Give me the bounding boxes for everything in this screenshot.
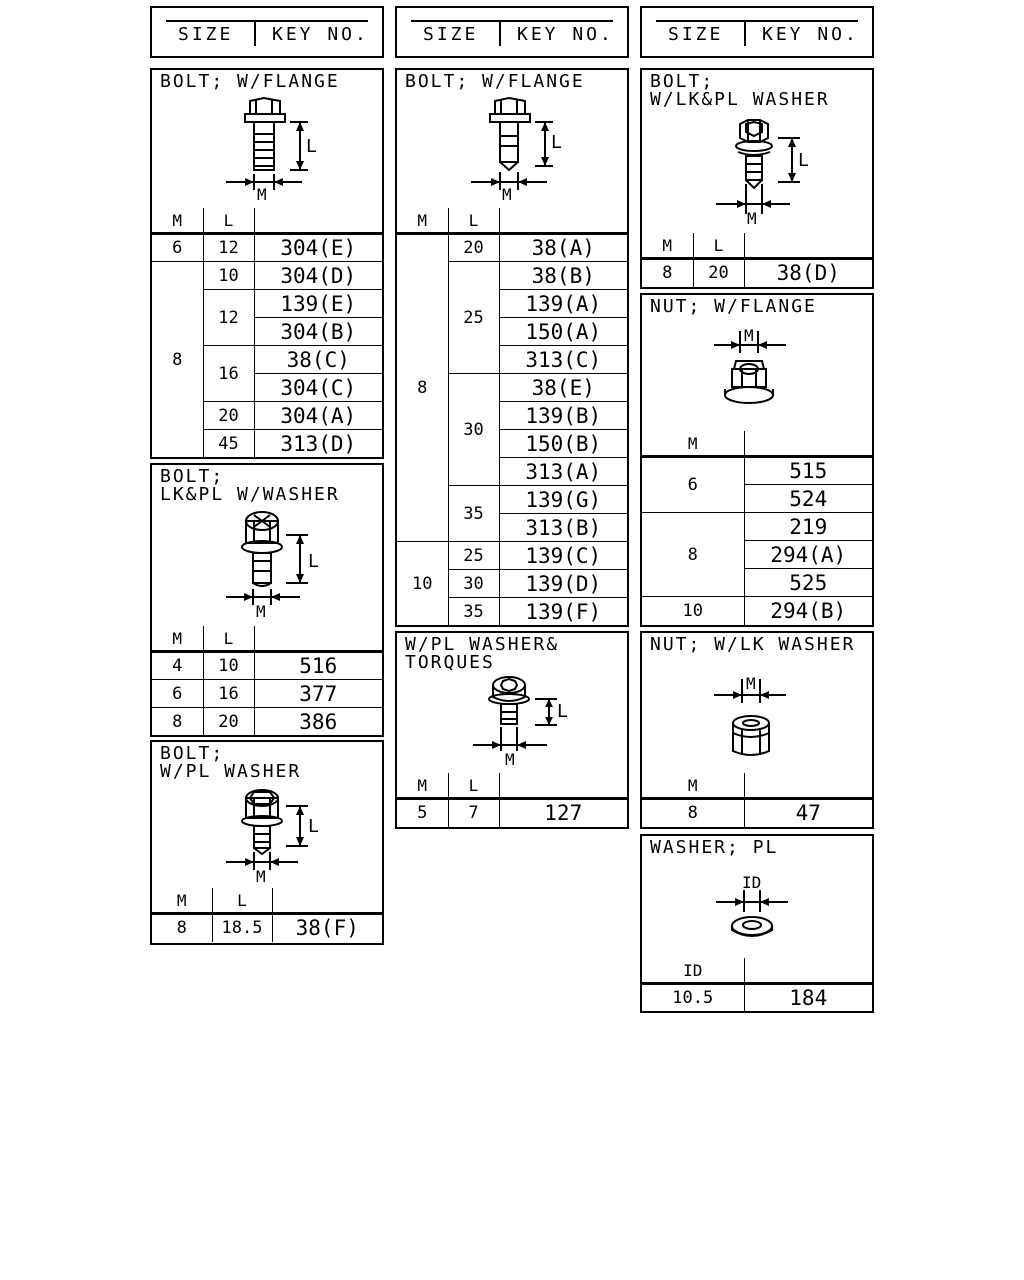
- m-cell: 8: [152, 262, 203, 458]
- key-column-header: [499, 773, 627, 799]
- bolt-flange-panel-1: [150, 68, 384, 459]
- l-cell: 25: [448, 262, 499, 374]
- key-cell: 139(B): [499, 402, 627, 430]
- key-cell: 184: [744, 984, 872, 1012]
- panel-title: BOLT; W/FLANGE: [405, 71, 585, 92]
- key-cell: 377: [254, 680, 382, 708]
- key-cell: 294(B): [744, 597, 872, 625]
- l-column-header: L: [203, 208, 254, 234]
- bolt-pl-washer-panel: [150, 740, 384, 945]
- key-cell: 139(E): [254, 290, 382, 318]
- bolt-lkpl-washer-table-2: [642, 233, 872, 287]
- m-cell: 8: [642, 259, 693, 287]
- m-column-header: M: [152, 626, 203, 652]
- flange-nut-drawing: [706, 329, 806, 419]
- washer-pl-panel: [640, 834, 874, 1013]
- l-cell: 20: [693, 259, 744, 287]
- key-cell: 294(A): [744, 541, 872, 569]
- key-no-header: KEY NO.: [762, 24, 859, 45]
- panel-title: BOLT; W/LK&PL WASHER: [650, 71, 830, 110]
- key-column-header: [744, 233, 872, 259]
- l-cell: 45: [203, 430, 254, 458]
- header-rule: [411, 20, 613, 22]
- dim-m-label: M: [256, 602, 266, 621]
- m-cell: 10: [642, 597, 744, 625]
- m-cell: 8: [152, 708, 203, 736]
- nut-lk-washer-table: [642, 773, 872, 827]
- panel-title: BOLT; W/FLANGE: [160, 71, 340, 92]
- key-cell: 150(A): [499, 318, 627, 346]
- m-cell: 6: [642, 457, 744, 513]
- l-cell: 10: [203, 262, 254, 290]
- l-cell: 12: [203, 234, 254, 262]
- pl-washer-bolt-drawing: [212, 788, 322, 884]
- m-cell: 8: [152, 914, 212, 942]
- header-divider: [744, 20, 746, 46]
- id-column-header: ID: [642, 958, 744, 984]
- lock-washer-nut-drawing: [706, 673, 806, 765]
- key-cell: 304(A): [254, 402, 382, 430]
- washer-pl-table: [642, 958, 872, 1012]
- bolt-lkpl-washer-table: [152, 626, 382, 736]
- torques-screw-panel: [395, 631, 629, 829]
- m-cell: 10: [397, 542, 448, 626]
- panel-title: W/PL WASHER& TORQUES: [405, 634, 560, 673]
- header-divider: [254, 20, 256, 46]
- panel-title: WASHER; PL: [650, 837, 779, 858]
- panel-title: BOLT; W/PL WASHER: [160, 743, 302, 782]
- key-no-header: KEY NO.: [517, 24, 614, 45]
- dim-m-label: M: [256, 867, 266, 884]
- key-cell: 139(A): [499, 290, 627, 318]
- bolt-flange-panel-2: [395, 68, 629, 627]
- key-cell: 38(C): [254, 346, 382, 374]
- dim-m-label: M: [502, 185, 512, 202]
- l-cell: 7: [448, 799, 499, 827]
- id-cell: 10.5: [642, 984, 744, 1012]
- key-cell: 313(B): [499, 514, 627, 542]
- m-column-header: M: [397, 773, 448, 799]
- key-cell: 127: [499, 799, 627, 827]
- key-cell: 139(G): [499, 486, 627, 514]
- l-cell: 20: [448, 234, 499, 262]
- l-cell: 16: [203, 680, 254, 708]
- key-cell: 313(D): [254, 430, 382, 458]
- key-cell: 515: [744, 457, 872, 485]
- m-cell: 4: [152, 652, 203, 680]
- panel-title: BOLT; LK&PL W/WASHER: [160, 466, 340, 505]
- bolt-pl-washer-table: [152, 888, 382, 942]
- nut-lk-washer-panel: [640, 631, 874, 829]
- key-cell: 38(B): [499, 262, 627, 290]
- header-rule: [166, 20, 368, 22]
- l-cell: 10: [203, 652, 254, 680]
- key-no-header: KEY NO.: [272, 24, 369, 45]
- bolt-flange-table-1: [152, 208, 382, 458]
- key-column-header: [744, 431, 872, 457]
- key-cell: 386: [254, 708, 382, 736]
- key-cell: 524: [744, 485, 872, 513]
- dim-l-label: L: [551, 132, 562, 153]
- dim-l-label: L: [306, 136, 317, 157]
- l-column-header: L: [448, 208, 499, 234]
- key-cell: 516: [254, 652, 382, 680]
- m-column-header: M: [152, 888, 212, 914]
- nut-flange-panel: [640, 293, 874, 627]
- key-cell: 304(B): [254, 318, 382, 346]
- dim-m-label: M: [744, 329, 754, 345]
- m-cell: 6: [152, 234, 203, 262]
- bolt-lkpl-washer-panel: [150, 463, 384, 737]
- dim-l-label: L: [308, 551, 319, 572]
- washer-bolt-drawing: [212, 509, 322, 621]
- header-rule: [656, 20, 858, 22]
- l-column-header: L: [212, 888, 272, 914]
- key-cell: 304(D): [254, 262, 382, 290]
- panel-title: NUT; W/FLANGE: [650, 296, 817, 317]
- key-cell: 139(F): [499, 598, 627, 626]
- flange-bolt-drawing: [457, 96, 567, 202]
- key-column-header: [254, 208, 382, 234]
- m-column-header: M: [642, 431, 744, 457]
- bolt-lkpl-washer-panel-2: [640, 68, 874, 289]
- m-cell: 6: [152, 680, 203, 708]
- key-cell: 304(E): [254, 234, 382, 262]
- m-cell: 8: [642, 513, 744, 597]
- l-cell: 18.5: [212, 914, 272, 942]
- l-column-header: L: [448, 773, 499, 799]
- key-cell: 38(A): [499, 234, 627, 262]
- m-column-header: M: [642, 233, 693, 259]
- key-cell: 313(C): [499, 346, 627, 374]
- l-cell: 20: [203, 708, 254, 736]
- torques-screw-drawing: [457, 675, 577, 771]
- l-column-header: L: [693, 233, 744, 259]
- dim-l-label: L: [557, 701, 568, 722]
- l-cell: 20: [203, 402, 254, 430]
- l-cell: 30: [448, 374, 499, 486]
- plain-washer-drawing: [706, 872, 806, 952]
- size-header: SIZE: [668, 24, 724, 45]
- key-column-header: [744, 958, 872, 984]
- size-header: SIZE: [178, 24, 234, 45]
- dim-id-label: ID: [742, 873, 762, 892]
- m-cell: 5: [397, 799, 448, 827]
- key-cell: 47: [744, 799, 872, 827]
- m-cell: 8: [397, 234, 448, 542]
- header-divider: [499, 20, 501, 46]
- header-box-col3: [640, 6, 874, 58]
- key-cell: 139(D): [499, 570, 627, 598]
- key-cell: 139(C): [499, 542, 627, 570]
- l-cell: 25: [448, 542, 499, 570]
- key-cell: 38(E): [499, 374, 627, 402]
- l-column-header: L: [203, 626, 254, 652]
- lk-pl-washer-bolt-drawing: [702, 118, 812, 230]
- key-column-header: [272, 888, 382, 914]
- key-cell: 313(A): [499, 458, 627, 486]
- key-cell: 304(C): [254, 374, 382, 402]
- dim-m-label: M: [257, 185, 267, 202]
- key-cell: 38(F): [272, 914, 382, 942]
- m-column-header: M: [397, 208, 448, 234]
- dim-m-label: M: [746, 674, 756, 693]
- header-box-col1: [150, 6, 384, 58]
- bolt-flange-table-2: [397, 208, 627, 626]
- l-cell: 12: [203, 290, 254, 346]
- flange-bolt-drawing: [212, 96, 322, 202]
- l-cell: 30: [448, 570, 499, 598]
- dim-l-label: L: [308, 816, 319, 837]
- key-column-header: [744, 773, 872, 799]
- l-cell: 16: [203, 346, 254, 402]
- m-column-header: M: [642, 773, 744, 799]
- key-column-header: [254, 626, 382, 652]
- header-box-col2: [395, 6, 629, 58]
- dim-m-label: M: [747, 209, 757, 228]
- key-cell: 525: [744, 569, 872, 597]
- dim-m-label: M: [505, 750, 515, 769]
- key-cell: 219: [744, 513, 872, 541]
- torques-screw-table: [397, 773, 627, 827]
- key-column-header: [499, 208, 627, 234]
- m-column-header: M: [152, 208, 203, 234]
- nut-flange-table: [642, 431, 872, 625]
- size-header: SIZE: [423, 24, 479, 45]
- m-cell: 8: [642, 799, 744, 827]
- l-cell: 35: [448, 598, 499, 626]
- key-cell: 38(D): [744, 259, 872, 287]
- dim-l-label: L: [798, 150, 809, 171]
- panel-title: NUT; W/LK WASHER: [650, 634, 856, 655]
- key-cell: 150(B): [499, 430, 627, 458]
- l-cell: 35: [448, 486, 499, 542]
